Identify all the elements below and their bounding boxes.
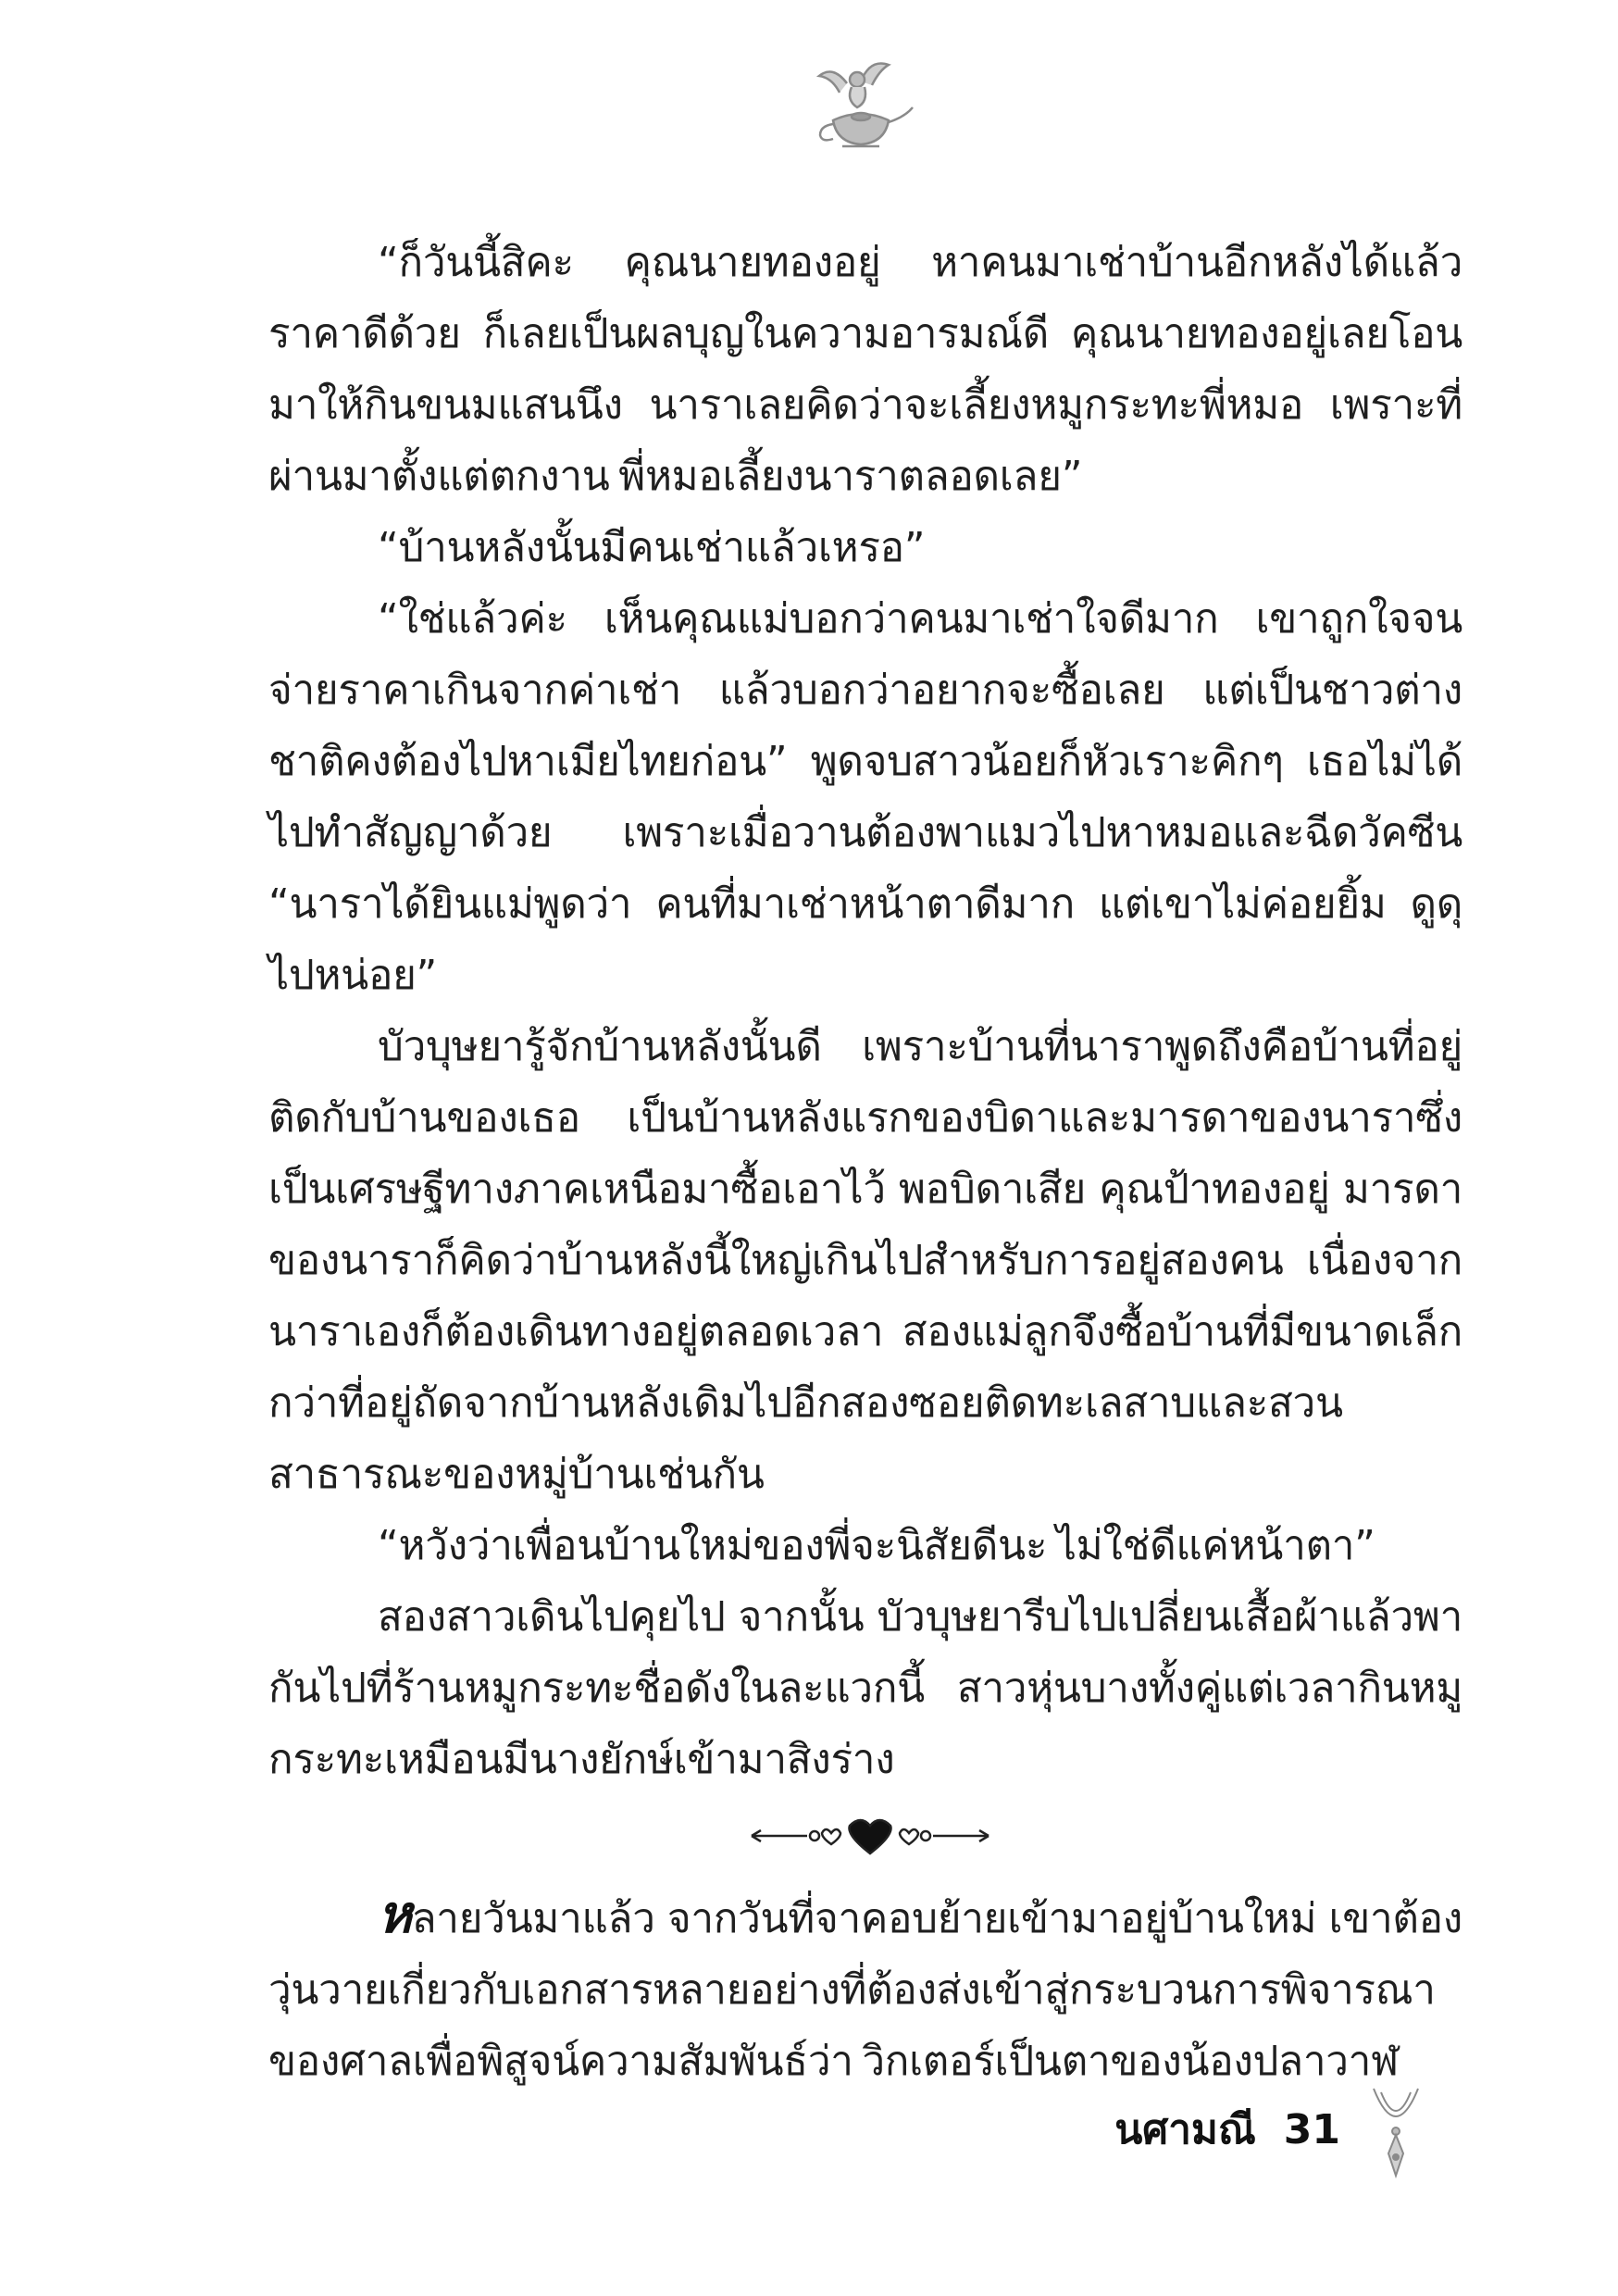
page-footer <box>1114 2092 1424 2166</box>
paragraph: บัวบุษยารู้จักบ้านหลังนั้นดี เพราะบ้านที่นาราพูดถึงคือบ้านที่อยู่ติดกับบ้านของเธอ เป็นบ้านหลังแรกของบิดาและมารดาของนาราซึ่งเป็นเศรษฐีทางภาคเหนือมาซื้อเอาไว้ พอบิดาเสีย คุณป้าทองอยู่ มารดาของนาราก็คิดว่าบ้านหลังนี้ใหญ่เกินไปสำหรับการอยู่สองคน เนื่องจากนาราเองก็ต้องเดินทางอยู่ตลอดเวลา สองแม่ลูกจึงซื้อบ้านที่มีขนาดเล็กกว่าที่อยู่ถัดจากบ้านหลังเดิมไปอีกสองซอยติดทะเลสาบและสวนสาธารณะของหมู่บ้านเช่นกัน <box>268 1023 1462 1498</box>
paragraph: “ใช่แล้วค่ะ เห็นคุณแม่บอกว่าคนมาเช่าใจดีมาก เขาถูกใจจนจ่ายราคาเกินจากค่าเช่า แล้วบอกว่าอยากจะซื้อเลย แต่เป็นชาวต่างชาติคงต้องไปหาเมียไทยก่อน” พูดจบสาวน้อยก็หัวเราะคิกๆ เธอไม่ได้ไปทำสัญญาด้วย เพราะเมื่อวานต้องพาแมวไปหาหมอและฉีดวัคซีน “นาราได้ยินแม่พูดว่า คนที่มาเช่าหน้าตาดีมาก แต่เขาไม่ค่อยยิ้ม ดูดุไปหน่อย” <box>268 595 1462 999</box>
drop-cap: ห <box>378 1884 412 1945</box>
paragraph: สองสาวเดินไปคุยไป จากนั้น บัวบุษยารีบไปเปลี่ยนเสื้อผ้าแล้วพากันไปที่ร้านหมูกระทะชื่อดังในละแวกนี้ สาวหุ่นบางทั้งคู่แต่เวลากินหมูกระทะเหมือนมีนางยักษ์เข้ามาสิงร่าง <box>268 1593 1462 1783</box>
page-body <box>268 227 1462 1795</box>
author-name: นศามณี <box>1114 2106 1256 2153</box>
page-number: 31 <box>1283 2105 1340 2153</box>
section-text: ลายวันมาแล้ว จากวันที่จาคอบย้ายเข้ามาอยู่บ้านใหม่ เขาต้องวุ่นวายเกี่ยวกับเอกสารหลายอย่างที่ต้องส่งเข้าสู่กระบวนการพิจารณาของศาลเพื่อพิสูจน์ความสัมพันธ์ว่า วิกเตอร์เป็นตาของน้องปลาวาฬ <box>268 1895 1462 2085</box>
paragraph: “ก็วันนี้สิคะ คุณนายทองอยู่ หาคนมาเช่าบ้านอีกหลังได้แล้ว ราคาดีด้วย ก็เลยเป็นผลบุญในความอารมณ์ดี คุณนายทองอยู่เลยโอนมาให้กินขนมแสนนึง นาราเลยคิดว่าจะเลี้ยงหมูกระทะพี่หมอ เพราะที่ผ่านมาตั้งแต่ตกงาน พี่หมอเลี้ยงนาราตลอดเลย” <box>268 239 1462 500</box>
angel-teapot-ornament-icon <box>796 56 926 167</box>
paragraph <box>268 1879 1462 2097</box>
section-two <box>268 1879 1462 2097</box>
paragraph: “หวังว่าเพื่อนบ้านใหม่ของพี่จะนิสัยดีนะ ไม่ใช่ดีแค่หน้าตา” <box>378 1522 1375 1569</box>
necklace-ornament-icon <box>1368 2083 1424 2185</box>
heart-divider-icon <box>741 1813 1000 1859</box>
paragraph: “บ้านหลังนั้นมีคนเช่าแล้วเหรอ” <box>378 524 926 571</box>
